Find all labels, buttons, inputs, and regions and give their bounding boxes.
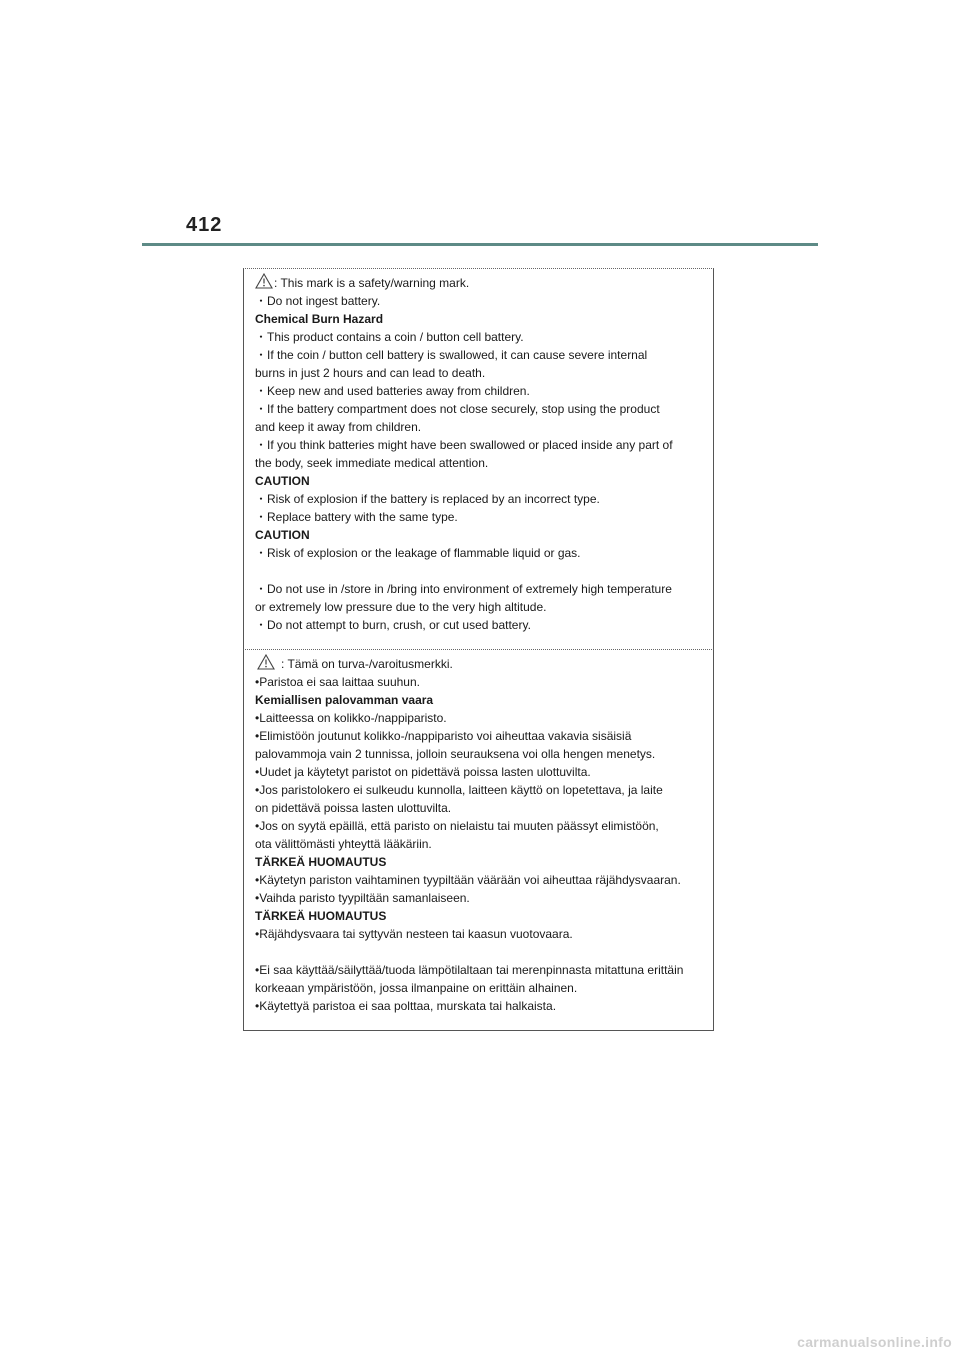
- finnish-warning-panel: [243, 649, 714, 1031]
- finnish-text-line: korkeaan ympäristöön, jossa ilmanpaine on erittäin alhainen.: [255, 981, 578, 995]
- finnish-heading: TÄRKEÄ HUOMAUTUS: [255, 855, 387, 869]
- finnish-heading: TÄRKEÄ HUOMAUTUS: [255, 909, 387, 923]
- finnish-text-line: •Käytetyn pariston vaihtaminen tyypiltään väärään voi aiheuttaa räjähdysvaaran.: [255, 873, 681, 887]
- english-warning-label: : This mark is a safety/warning mark.: [274, 276, 470, 290]
- warning-triangle-icon: [257, 654, 275, 670]
- english-warning-line: [255, 273, 705, 292]
- finnish-text-line: •Laitteessa on kolikko-/nappiparisto.: [255, 711, 447, 725]
- finnish-text-line: on pidettävä poissa lasten ulottuvilta.: [255, 801, 452, 815]
- english-heading: Chemical Burn Hazard: [255, 312, 384, 326]
- english-heading: CAUTION: [255, 528, 310, 542]
- english-text-line: ・If the battery compartment does not close securely, stop using the product: [255, 402, 660, 416]
- finnish-text-line: •Paristoa ei saa laittaa suuhun.: [255, 675, 420, 689]
- finnish-text-line: •Ei saa käyttää/säilyttää/tuoda lämpötilaltaan tai merenpinnasta mitattuna erittäin: [255, 963, 684, 977]
- finnish-text-lines: [255, 673, 705, 1015]
- english-warning-panel: [243, 268, 714, 650]
- english-text-lines: [255, 292, 705, 634]
- english-text-line: and keep it away from children.: [255, 420, 422, 434]
- english-text-line: ・This product contains a coin / button cell battery.: [255, 330, 524, 344]
- english-text-line: ・Do not attempt to burn, crush, or cut used battery.: [255, 618, 531, 632]
- english-text-line: the body, seek immediate medical attention.: [255, 456, 489, 470]
- header-rule: [142, 243, 818, 246]
- finnish-text-line: •Uudet ja käytetyt paristot on pidettävä poissa lasten ulottuvilta.: [255, 765, 591, 779]
- english-text-line: ・If the coin / button cell battery is swallowed, it can cause severe internal: [255, 348, 648, 362]
- watermark-logo: carmanualsonline.info: [797, 1334, 952, 1350]
- english-text-line: ・Keep new and used batteries away from children.: [255, 384, 530, 398]
- finnish-text-line: •Elimistöön joutunut kolikko-/nappiparisto voi aiheuttaa vakavia sisäisiä: [255, 729, 632, 743]
- english-heading: CAUTION: [255, 474, 310, 488]
- english-text-line: ・Risk of explosion or the leakage of flammable liquid or gas.: [255, 546, 581, 560]
- english-text-line: ・Do not use in /store in /bring into environment of extremely high temperature: [255, 582, 672, 596]
- finnish-text-line: •Jos on syytä epäillä, että paristo on nielaistu tai muuten päässyt elimistöön,: [255, 819, 659, 833]
- finnish-text-line: ota välittömästi yhteyttä lääkäriin.: [255, 837, 432, 851]
- finnish-text-line: palovammoja vain 2 tunnissa, jolloin seurauksena voi olla hengen menetys.: [255, 747, 656, 761]
- english-text-line: or extremely low pressure due to the very high altitude.: [255, 600, 547, 614]
- english-text-line: burns in just 2 hours and can lead to death.: [255, 366, 486, 380]
- finnish-text-line: •Jos paristolokero ei sulkeudu kunnolla, laitteen käyttö on lopetettava, ja laite: [255, 783, 663, 797]
- finnish-text-line: •Räjähdysvaara tai syttyvän nesteen tai kaasun vuotovaara.: [255, 927, 573, 941]
- finnish-warning-line: [255, 654, 705, 673]
- english-text-line: ・If you think batteries might have been swallowed or placed inside any part of: [255, 438, 673, 452]
- finnish-text-line: •Vaihda paristo tyypiltään samanlaiseen.: [255, 891, 470, 905]
- page-number: 412: [186, 214, 223, 236]
- finnish-warning-label: : Tämä on turva-/varoitusmerkki.: [281, 657, 453, 671]
- finnish-heading: Kemiallisen palovamman vaara: [255, 693, 434, 707]
- finnish-text-line: •Käytettyä paristoa ei saa polttaa, murskata tai halkaista.: [255, 999, 557, 1013]
- english-text-line: ・Replace battery with the same type.: [255, 510, 458, 524]
- english-text-line: ・Do not ingest battery.: [255, 294, 381, 308]
- english-text-line: ・Risk of explosion if the battery is replaced by an incorrect type.: [255, 492, 600, 506]
- warning-triangle-icon: [255, 273, 273, 289]
